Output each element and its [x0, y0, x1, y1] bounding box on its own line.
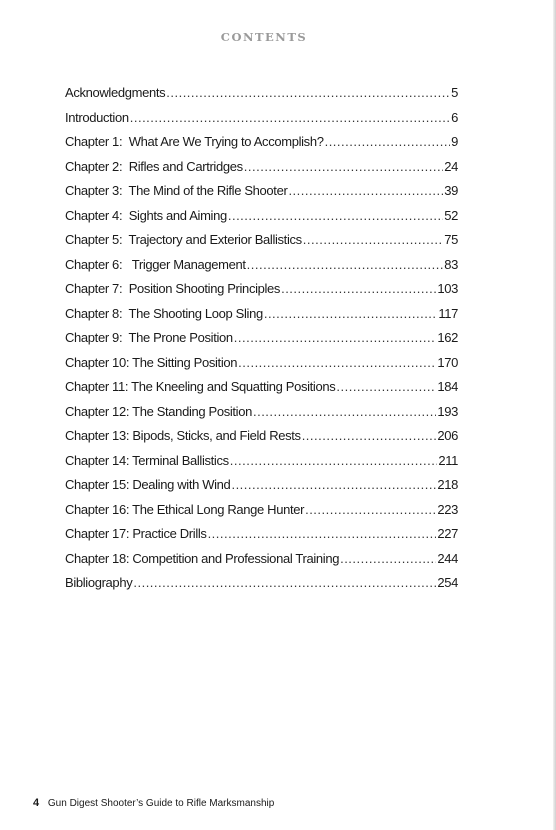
toc-entry-page-number: 117	[438, 305, 458, 321]
toc-dot-leader	[247, 257, 444, 272]
toc-entry-page-number: 103	[437, 281, 458, 296]
toc-entry-page-number: 227	[437, 526, 458, 541]
page-footer	[33, 797, 274, 809]
toc-entry-title: Chapter 5: Trajectory and Exterior Ballistics	[65, 232, 302, 247]
toc-entry	[65, 330, 458, 355]
toc-entry-title: Chapter 1: What Are We Trying to Accomplish?	[65, 134, 324, 149]
toc-entry-page-number: 9	[451, 134, 458, 149]
toc-entry	[65, 232, 458, 257]
footer-book-title: Gun Digest Shooter’s Guide to Rifle Marksmanship	[47, 798, 275, 809]
toc-entry-title: Chapter 14: Terminal Ballistics	[65, 452, 229, 468]
toc-entry	[65, 85, 458, 110]
toc-entry	[65, 355, 458, 380]
toc-entry-page-number: 184	[437, 379, 458, 394]
toc-entry-title: Bibliography	[65, 575, 133, 590]
toc-dot-leader	[303, 232, 443, 247]
toc-dot-leader	[302, 428, 437, 443]
toc-entry-title: Chapter 9: The Prone Position	[65, 330, 233, 345]
toc-entry	[65, 502, 458, 527]
toc-entry-title: Chapter 16: The Ethical Long Range Hunter	[65, 501, 305, 517]
toc-entry	[65, 551, 458, 576]
toc-entry-page-number: 170	[437, 354, 458, 370]
toc-dot-leader	[208, 526, 437, 541]
toc-dot-leader	[305, 502, 436, 517]
toc-dot-leader	[253, 404, 436, 419]
contents-heading: CONTENTS	[220, 30, 308, 44]
toc-entry-title: Chapter 11: The Kneeling and Squatting Positions	[65, 379, 336, 394]
toc-entry-title: Chapter 2: Rifles and Cartridges	[65, 158, 243, 174]
toc-dot-leader	[230, 453, 438, 468]
toc-dot-leader	[264, 306, 437, 321]
toc-entry-page-number: 83	[444, 256, 458, 272]
toc-entry-title: Chapter 8: The Shooting Loop Sling	[65, 305, 263, 321]
toc-entry	[65, 526, 458, 551]
toc-entry	[65, 428, 458, 453]
toc-entry-title: Acknowledgments	[65, 85, 166, 100]
toc-entry	[65, 208, 458, 233]
toc-entry-title: Chapter 12: The Standing Position	[65, 403, 252, 419]
toc-dot-leader	[288, 183, 443, 198]
toc-entry-page-number: 75	[444, 232, 458, 247]
toc-entry-title: Chapter 10: The Sitting Position	[65, 354, 238, 370]
toc-entry-page-number: 223	[437, 501, 458, 517]
toc-entry-title: Chapter 13: Bipods, Sticks, and Field Rests	[65, 428, 301, 443]
toc-entry-page-number: 211	[438, 452, 458, 468]
toc-entry-title: Chapter 6: Trigger Management	[65, 256, 246, 272]
toc-entry-title: Chapter 17: Practice Drills	[65, 526, 207, 541]
toc-entry-title: Chapter 4: Sights and Aiming	[65, 207, 227, 223]
toc-entry-page-number: 218	[437, 477, 458, 492]
toc-entry	[65, 306, 458, 331]
toc-entry-page-number: 24	[444, 158, 458, 174]
toc-entry-title: Chapter 18: Competition and Professional Training	[65, 550, 340, 566]
toc-dot-leader	[166, 85, 450, 100]
toc-entry-page-number: 5	[451, 85, 458, 100]
toc-entry	[65, 379, 458, 404]
toc-entry-page-number: 52	[444, 207, 458, 223]
toc-entry-title: Chapter 15: Dealing with Wind	[65, 477, 231, 492]
toc-entry-title: Chapter 3: The Mind of the Rifle Shooter	[65, 183, 288, 198]
toc-entry	[65, 134, 458, 159]
toc-entry	[65, 110, 458, 135]
toc-entry	[65, 404, 458, 429]
toc-entry	[65, 183, 458, 208]
toc-dot-leader	[340, 551, 436, 566]
toc-dot-leader	[228, 208, 443, 223]
footer-page-number: 4	[33, 797, 40, 809]
toc-entry	[65, 257, 458, 282]
toc-dot-leader	[244, 159, 443, 174]
toc-entry	[65, 159, 458, 184]
toc-entry	[65, 477, 458, 502]
toc-dot-leader	[130, 110, 450, 125]
table-of-contents	[65, 85, 458, 600]
toc-entry-page-number: 193	[437, 403, 458, 419]
toc-entry-page-number: 162	[437, 330, 458, 345]
toc-dot-leader	[234, 330, 437, 345]
toc-entry-page-number: 6	[451, 109, 458, 125]
toc-entry	[65, 453, 458, 478]
toc-entry-page-number: 244	[437, 550, 458, 566]
toc-entry-page-number: 39	[444, 183, 458, 198]
toc-dot-leader	[281, 281, 436, 296]
toc-entry-title: Introduction	[65, 109, 129, 125]
toc-entry	[65, 281, 458, 306]
toc-entry-page-number: 206	[437, 428, 458, 443]
toc-entry	[65, 575, 458, 600]
toc-entry-page-number: 254	[437, 575, 458, 590]
toc-dot-leader	[133, 575, 436, 590]
toc-dot-leader	[238, 355, 436, 370]
toc-dot-leader	[231, 477, 436, 492]
toc-entry-title: Chapter 7: Position Shooting Principles	[65, 281, 281, 296]
toc-dot-leader	[325, 134, 451, 149]
toc-dot-leader	[336, 379, 436, 394]
